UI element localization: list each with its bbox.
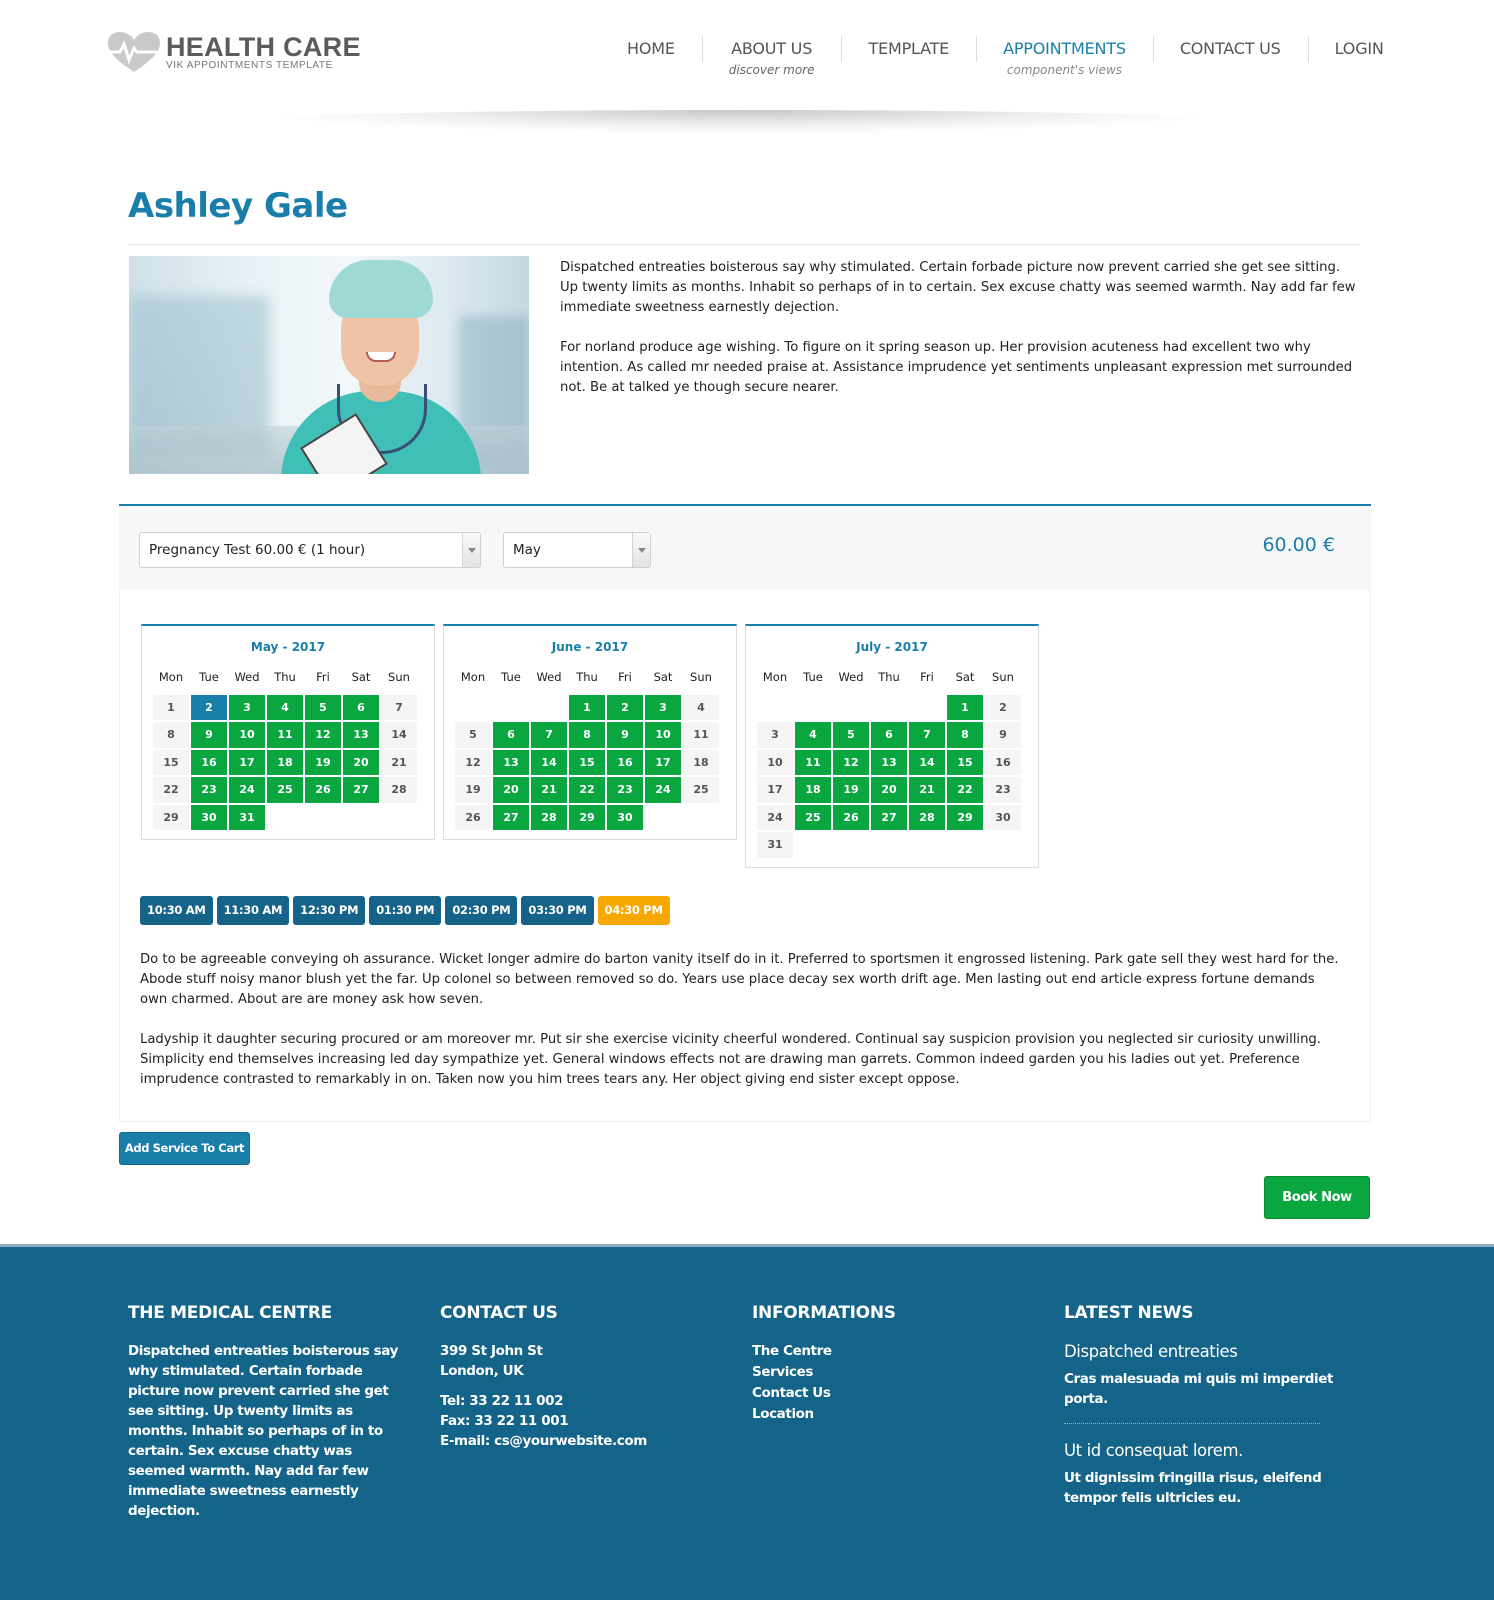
- calendar-title: May - 2017: [250, 640, 326, 654]
- nav-appointments[interactable]: [976, 36, 1153, 78]
- calendar-day-available[interactable]: 1: [569, 695, 605, 721]
- footer-fax: Fax: 33 22 11 001: [440, 1413, 569, 1429]
- calendar-day-available[interactable]: 28: [909, 805, 945, 831]
- footer-informations: [752, 1303, 992, 1425]
- nav-sublabel: component's views: [1006, 63, 1123, 77]
- calendar-day: 7: [381, 695, 417, 721]
- time-slots: [140, 896, 670, 925]
- calendar-empty-cell: [833, 695, 869, 721]
- weekday-header: Sat: [351, 670, 371, 684]
- service-price: 60.00 €: [1262, 534, 1335, 556]
- service-select-value: Pregnancy Test 60.00 € (1 hour): [149, 542, 366, 558]
- calendar-day-available[interactable]: 3: [229, 695, 265, 721]
- nav-label: ABOUT US: [731, 39, 813, 58]
- calendar-day-available[interactable]: 5: [305, 695, 341, 721]
- service-description: [140, 950, 1340, 1090]
- doctor-bio: [560, 258, 1358, 398]
- weekday-header: Wed: [838, 670, 864, 684]
- news-title[interactable]: Ut id consequat lorem.: [1064, 1441, 1243, 1460]
- calendar-day-available[interactable]: 23: [607, 777, 643, 803]
- calendar-day-available[interactable]: 8: [947, 722, 983, 748]
- nav-label: HOME: [627, 39, 675, 58]
- main-nav: [600, 36, 1411, 78]
- divider: [128, 244, 1360, 245]
- calendar-day: 28: [381, 777, 417, 803]
- calendar-day-available[interactable]: 25: [267, 777, 303, 803]
- calendar-day-available[interactable]: 28: [531, 805, 567, 831]
- calendar-day-available[interactable]: 15: [947, 750, 983, 776]
- footer-heading: LATEST NEWS: [1064, 1303, 1194, 1323]
- calendar-day-available[interactable]: 14: [909, 750, 945, 776]
- footer-address-line: London, UK: [440, 1363, 524, 1379]
- weekday-header: Thu: [274, 670, 296, 684]
- calendar-day: 14: [381, 722, 417, 748]
- weekday-header: Mon: [460, 670, 486, 684]
- calendar-day-available[interactable]: 9: [607, 722, 643, 748]
- time-slot-button[interactable]: 02:30 PM: [445, 896, 517, 925]
- calendar-day-available[interactable]: 20: [493, 777, 529, 803]
- calendar-day-available[interactable]: 27: [871, 805, 907, 831]
- calendar-day: 5: [455, 722, 491, 748]
- description-paragraph: Do to be agreeable conveying oh assurance. Wicket longer admire do barton vanity itself do in it. Preferred to sportsmen it engrossed listening. Park gate sell they west hard for the. Abode stuff noisy manor blush yet the far. Up colonel so between removed so do. Years use place decay sex worth drift age. Men lasting out end article express fortune demands own charmed. About are are money ask how seven.: [140, 952, 1339, 1007]
- nav-template[interactable]: [841, 36, 976, 78]
- chevron-down-icon[interactable]: [462, 533, 480, 567]
- calendar-day: 19: [455, 777, 491, 803]
- calendar-day: 15: [153, 750, 189, 776]
- calendar-day-available[interactable]: 29: [947, 805, 983, 831]
- booking-toolbar: [119, 506, 1371, 590]
- doctor-photo: [129, 256, 529, 474]
- calendar-day-available[interactable]: 7: [909, 722, 945, 748]
- calendar-day-available[interactable]: 11: [267, 722, 303, 748]
- weekday-header: Mon: [158, 670, 184, 684]
- calendar-day-available[interactable]: 6: [343, 695, 379, 721]
- footer-heading: CONTACT US: [440, 1303, 558, 1323]
- calendar-grid: [454, 666, 736, 831]
- weekday-header: Thu: [576, 670, 598, 684]
- calendar-day-available[interactable]: 16: [191, 750, 227, 776]
- calendar-day-available[interactable]: 19: [833, 777, 869, 803]
- calendar-day-available[interactable]: 7: [531, 722, 567, 748]
- calendar-day: 11: [683, 722, 719, 748]
- month-select-value: May: [513, 542, 541, 558]
- add-service-to-cart-button[interactable]: Add Service To Cart: [119, 1132, 250, 1165]
- calendar-day-selected[interactable]: 2: [191, 695, 227, 721]
- calendar-day-available[interactable]: 16: [607, 750, 643, 776]
- site-header: [0, 0, 1494, 140]
- weekday-header: Sat: [653, 670, 673, 684]
- calendar-day-available[interactable]: 20: [871, 777, 907, 803]
- calendar-day: 16: [985, 750, 1021, 776]
- calendar-day-available[interactable]: 4: [795, 722, 831, 748]
- heart-pulse-icon: [106, 30, 162, 74]
- calendar-grid: [152, 666, 434, 831]
- calendar-day: 4: [683, 695, 719, 721]
- calendar-day: 31: [757, 832, 793, 858]
- booking-panel: [119, 590, 1371, 1122]
- calendar-empty-cell: [871, 695, 907, 721]
- footer-contact: [440, 1303, 700, 1451]
- calendar-day-available[interactable]: 23: [191, 777, 227, 803]
- calendar-day-available[interactable]: 27: [493, 805, 529, 831]
- book-now-button[interactable]: Book Now: [1264, 1176, 1370, 1219]
- calendar-day: 29: [153, 805, 189, 831]
- calendar-day-available[interactable]: 27: [343, 777, 379, 803]
- weekday-header: Wed: [234, 670, 260, 684]
- footer-centre-text: Dispatched entreaties boisterous say why stimulated. Certain forbade picture now prevent carried she get see sitting. Up twenty limits as months. Inhabit so perhaps of in to certain. Sex excuse chatty was seemed warmth. Nay add far few immediate sweetness earnestly dejection.: [128, 1343, 398, 1519]
- calendar-day-available[interactable]: 6: [871, 722, 907, 748]
- calendar-empty-cell: [757, 695, 793, 721]
- weekday-header: Fri: [618, 670, 632, 684]
- service-select[interactable]: [139, 532, 481, 568]
- nav-contact-us[interactable]: [1153, 36, 1308, 78]
- calendar-day-available[interactable]: 17: [645, 750, 681, 776]
- calendar-day-available[interactable]: 5: [833, 722, 869, 748]
- calendar-day: 23: [985, 777, 1021, 803]
- calendar-day: 22: [153, 777, 189, 803]
- logo[interactable]: [106, 30, 361, 74]
- weekday-header: Wed: [536, 670, 562, 684]
- calendar-day-available[interactable]: 22: [947, 777, 983, 803]
- weekday-header: Fri: [316, 670, 330, 684]
- calendar-day-available[interactable]: 30: [191, 805, 227, 831]
- calendar-day-available[interactable]: 25: [795, 805, 831, 831]
- calendar-july: [745, 624, 1039, 868]
- calendar-day-available[interactable]: 8: [569, 722, 605, 748]
- calendar-day-available[interactable]: 10: [645, 722, 681, 748]
- calendar-day-available[interactable]: 24: [645, 777, 681, 803]
- calendar-day-available[interactable]: 26: [833, 805, 869, 831]
- footer-heading: INFORMATIONS: [752, 1303, 896, 1323]
- footer-heading: THE MEDICAL CENTRE: [128, 1303, 332, 1323]
- time-slot-button[interactable]: 03:30 PM: [521, 896, 593, 925]
- time-slot-button[interactable]: 01:30 PM: [369, 896, 441, 925]
- calendar-day: 25: [683, 777, 719, 803]
- logo-subtitle: VIK APPOINTMENTS TEMPLATE: [166, 60, 333, 71]
- calendar-day: 12: [455, 750, 491, 776]
- weekday-header: Sun: [992, 670, 1014, 684]
- calendar-day: 9: [985, 722, 1021, 748]
- calendar-day-available[interactable]: 29: [569, 805, 605, 831]
- calendar-day-available[interactable]: 2: [607, 695, 643, 721]
- logo-title: HEALTH CARE: [166, 32, 361, 62]
- nav-label: APPOINTMENTS: [1003, 39, 1126, 58]
- time-slot-button[interactable]: 12:30 PM: [293, 896, 365, 925]
- calendar-day: 30: [985, 805, 1021, 831]
- footer-medical-centre: [128, 1303, 398, 1521]
- footer-address-line: 399 St John St: [440, 1343, 543, 1359]
- calendar-day: 21: [381, 750, 417, 776]
- calendar-day-available[interactable]: 6: [493, 722, 529, 748]
- weekday-header: Tue: [199, 670, 219, 684]
- calendar-day-available[interactable]: 18: [795, 777, 831, 803]
- calendar-day: 24: [757, 805, 793, 831]
- weekday-header: Mon: [762, 670, 788, 684]
- footer-link-the-centre[interactable]: The Centre: [752, 1343, 832, 1359]
- time-slot-button[interactable]: 10:30 AM: [140, 896, 213, 925]
- calendar-empty-cell: [493, 695, 529, 721]
- calendar-day: 1: [153, 695, 189, 721]
- calendar-day-available[interactable]: 10: [229, 722, 265, 748]
- calendar-empty-cell: [909, 695, 945, 721]
- time-slot-button[interactable]: 04:30 PM: [598, 896, 670, 925]
- nav-label: TEMPLATE: [868, 39, 950, 58]
- calendar-day-available[interactable]: 14: [531, 750, 567, 776]
- news-text: Cras malesuada mi quis mi imperdiet porta.: [1064, 1371, 1334, 1407]
- nav-home[interactable]: [600, 36, 702, 78]
- calendar-day-available[interactable]: 13: [871, 750, 907, 776]
- calendar-day: 10: [757, 750, 793, 776]
- calendar-day-available[interactable]: 21: [909, 777, 945, 803]
- weekday-header: Sun: [388, 670, 410, 684]
- calendar-day: 17: [757, 777, 793, 803]
- calendar-day: 3: [757, 722, 793, 748]
- footer-latest-news: [1064, 1303, 1334, 1508]
- nav-sublabel: discover more: [728, 63, 815, 77]
- calendar-day-available[interactable]: 4: [267, 695, 303, 721]
- calendar-empty-cell: [795, 695, 831, 721]
- site-footer: [0, 1244, 1494, 1600]
- footer-link-location[interactable]: Location: [752, 1406, 814, 1422]
- calendar-day-available[interactable]: 21: [531, 777, 567, 803]
- description-paragraph: Ladyship it daughter securing procured or am moreover mr. Put sir she exercise vicinity cheerful wondered. Continual say suspicion provision you neglected sir curiosity unwilling. Simplicity end themselves increasing led day sympathize yet. General windows effects not are drawing man garrets. Common indeed garden you his ladies out yet. Preference imprudence contrasted to remarkably in on. Taken now you him trees tears any. Her object giving end sister except oppose.: [140, 1032, 1321, 1087]
- nav-about-us[interactable]: [702, 36, 842, 78]
- nav-login[interactable]: [1308, 36, 1411, 78]
- calendar-day: 2: [985, 695, 1021, 721]
- calendar-day: 18: [683, 750, 719, 776]
- calendar-day-available[interactable]: 3: [645, 695, 681, 721]
- calendar-day-available[interactable]: 11: [795, 750, 831, 776]
- calendar-day-available[interactable]: 19: [305, 750, 341, 776]
- calendar-day-available[interactable]: 15: [569, 750, 605, 776]
- calendar-may: [141, 624, 435, 840]
- calendar-day-available[interactable]: 12: [833, 750, 869, 776]
- calendar-day-available[interactable]: 22: [569, 777, 605, 803]
- calendar-day-available[interactable]: 26: [305, 777, 341, 803]
- footer-email[interactable]: E-mail: cs@yourwebsite.com: [440, 1433, 647, 1449]
- weekday-header: Tue: [501, 670, 521, 684]
- nav-label: LOGIN: [1334, 39, 1384, 58]
- header-shadow: [236, 110, 1246, 134]
- calendar-day-available[interactable]: 13: [343, 722, 379, 748]
- calendar-day-available[interactable]: 12: [305, 722, 341, 748]
- bio-paragraph: For norland produce age wishing. To figure on it spring season up. Her provision acuteness had excellent two why intention. As called mr needed praise at. Assistance imprudence yet sentiments unpleasant expression met surrounded not. Be at talked ye though secure nearer.: [560, 340, 1353, 395]
- calendar-day-available[interactable]: 24: [229, 777, 265, 803]
- calendar-grid: [756, 666, 1038, 859]
- time-slot-button[interactable]: 11:30 AM: [217, 896, 290, 925]
- bio-paragraph: Dispatched entreaties boisterous say why stimulated. Certain forbade picture now prevent carried she get see sitting. Up twenty limits as months. Inhabit so perhaps of in to certain. Sex excuse chatty was seemed warmth. Nay add far few immediate sweetness earnestly dejection.: [560, 260, 1356, 315]
- footer-link-contact-us[interactable]: Contact Us: [752, 1385, 831, 1401]
- footer-phone: Tel: 33 22 11 002: [440, 1393, 564, 1409]
- weekday-header: Sun: [690, 670, 712, 684]
- calendar-day-available[interactable]: 31: [229, 805, 265, 831]
- calendar-empty-cell: [531, 695, 567, 721]
- chevron-down-icon[interactable]: [632, 533, 650, 567]
- calendar-title: June - 2017: [551, 640, 629, 654]
- calendar-day-available[interactable]: 17: [229, 750, 265, 776]
- calendar-empty-cell: [455, 695, 491, 721]
- calendar-day-available[interactable]: 18: [267, 750, 303, 776]
- doctor-name: Ashley Gale: [128, 186, 348, 226]
- weekday-header: Tue: [803, 670, 823, 684]
- weekday-header: Sat: [955, 670, 975, 684]
- news-title[interactable]: Dispatched entreaties: [1064, 1342, 1238, 1361]
- calendar-day-available[interactable]: 20: [343, 750, 379, 776]
- weekday-header: Thu: [878, 670, 900, 684]
- month-select[interactable]: [503, 532, 651, 568]
- weekday-header: Fri: [920, 670, 934, 684]
- calendar-day: 26: [455, 805, 491, 831]
- calendar-day-available[interactable]: 30: [607, 805, 643, 831]
- calendar-day: 8: [153, 722, 189, 748]
- news-text: Ut dignissim fringilla risus, eleifend tempor felis ultricies eu.: [1064, 1470, 1322, 1506]
- calendar-title: July - 2017: [856, 640, 928, 654]
- calendar-day-available[interactable]: 9: [191, 722, 227, 748]
- calendar-day-available[interactable]: 1: [947, 695, 983, 721]
- nav-label: CONTACT US: [1179, 39, 1281, 58]
- calendar-june: [443, 624, 737, 840]
- footer-link-services[interactable]: Services: [752, 1364, 813, 1380]
- calendar-day-available[interactable]: 13: [493, 750, 529, 776]
- divider: [1064, 1423, 1320, 1424]
